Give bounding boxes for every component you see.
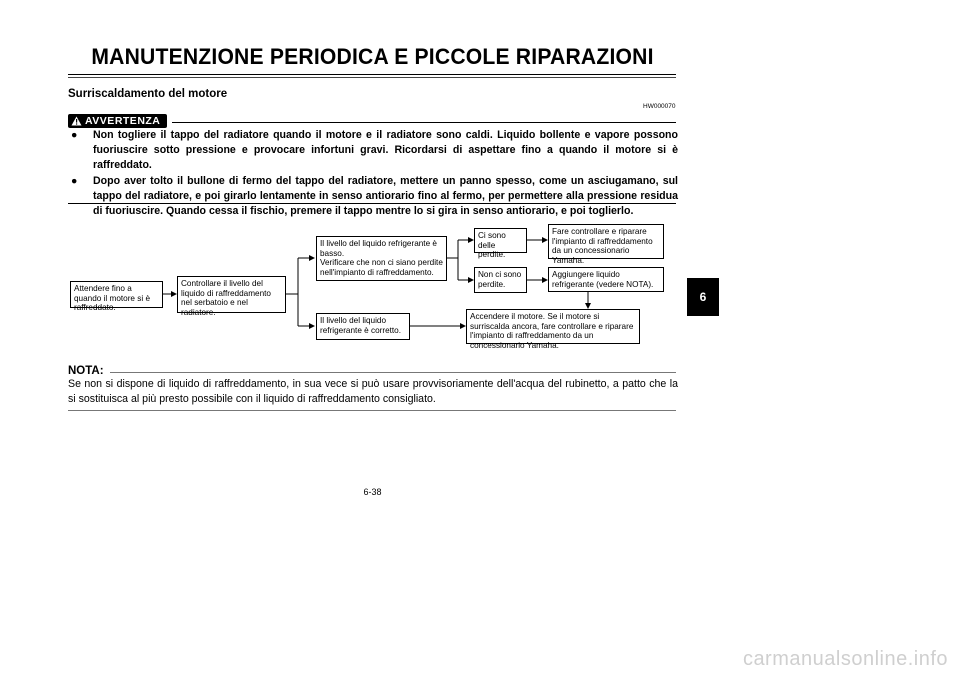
- note-label: NOTA:: [68, 365, 104, 377]
- flow-box-level-ok: Il livello del liquido refrigerante è corretto.: [316, 313, 410, 340]
- flow-box-level-low: Il livello del liquido refrigerante è basso. Verificare che non ci siano perdite nell'impianto di raffreddamento.: [316, 236, 447, 281]
- flow-box-start-engine: Accendere il motore. Se il motore si surriscalda ancora, fare controllare e riparare l'impianto di raffreddamento da un concessionario Yamaha.: [466, 309, 640, 344]
- section-title: Surriscaldamento del motore: [68, 88, 228, 100]
- note-bottom-rule: [68, 410, 676, 411]
- warning-item-text: Dopo aver tolto il bullone di fermo del tappo del radiatore, mettere un panno spesso, come un asciugamano, sul tappo del radiatore, e poi girarlo lentamente in senso antiorario fino al fermo, per permettere alla pressione residua di fuoriuscire. Quando cessa il fischio, premere il tappo mentre lo si gira in senso antiorario, e poi toglierlo.: [93, 175, 678, 217]
- bullet-icon: ●: [71, 175, 78, 187]
- flow-box-add-coolant: Aggiungere liquido refrigerante (vedere NOTA).: [548, 267, 664, 292]
- page-title: MANUTENZIONE PERIODICA E PICCOLE RIPARAZIONI: [91, 44, 654, 69]
- document-code: HW000070: [643, 103, 676, 110]
- bullet-icon: ●: [71, 129, 78, 141]
- flow-box-check-level: Controllare il livello del liquido di raffreddamento nel serbatoio e nel radiatore.: [177, 276, 286, 313]
- flow-box-wait: Attendere fino a quando il motore si è raffreddato.: [70, 281, 163, 308]
- flow-box-repair: Fare controllare e riparare l'impianto di raffreddamento da un concessionario Yamaha.: [548, 224, 664, 259]
- warning-label: AVVERTENZA: [85, 115, 161, 127]
- page-number: 6-38: [363, 487, 382, 497]
- flow-box-leaks: Ci sono delle perdite.: [474, 228, 527, 253]
- flow-box-no-leaks: Non ci sono perdite.: [474, 267, 527, 293]
- note-text: Se non si dispone di liquido di raffreddamento, in sua vece si può usare provvisoriamente dell'acqua del rubinetto, a patto che la si sostituisca al più presto possibile con il liquido di raffreddamento consigliato.: [68, 378, 678, 405]
- watermark: carmanualsonline.info: [742, 648, 948, 670]
- warning-item-text: Non togliere il tappo del radiatore quando il motore e il radiatore sono caldi. Liquido bollente e vapore possono fuoriuscire sotto pressione e provocare infortuni gravi. Ricordarsi di aspettare fino a quando il motore si è raffreddato.: [93, 129, 678, 171]
- note-rule: [110, 372, 676, 373]
- chapter-tab: 6: [687, 278, 719, 316]
